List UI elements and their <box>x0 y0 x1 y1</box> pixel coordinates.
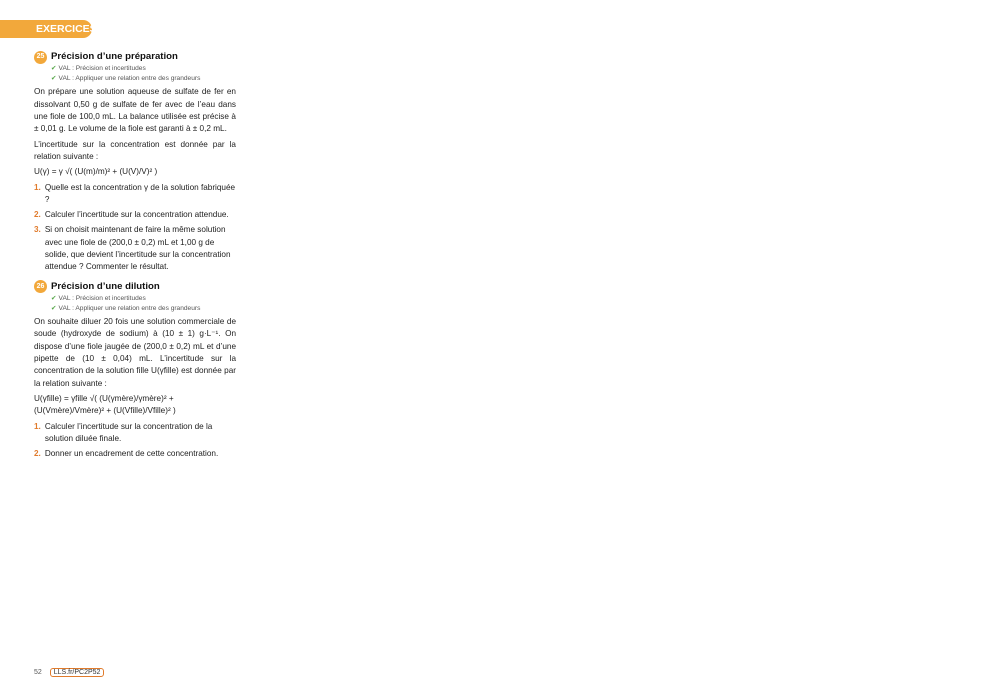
page-footer <box>34 668 104 679</box>
skill-text: VAL : Précision et incertitudes <box>58 295 146 303</box>
skill-text: VAL : Appliquer une relation entre des grandeurs <box>58 74 201 82</box>
exercise-number-badge: 25 <box>34 51 47 64</box>
exercise-number-badge: 26 <box>34 280 47 293</box>
skill-line <box>34 74 236 84</box>
skill-text: VAL : Appliquer une relation entre des grandeurs <box>58 304 201 312</box>
exercise-header <box>34 50 236 64</box>
check-icon: ✔ <box>51 295 57 303</box>
question-text: Si on choisit maintenant de faire la même solution avec une fiole de (200,0 ± 0,2) mL et 1,00 g de solide, que devient l’incertitude sur la concentration attendue ? Commenter le résultat. <box>44 225 231 272</box>
exercices-banner <box>0 20 97 38</box>
question-number: 2. <box>34 449 41 459</box>
exercise-intro: On souhaite diluer 20 fois une solution commerciale de soude (hydroxyde de sodium) à (10 ± 1) g·L⁻¹. On dispose d’une fiole jaugée de (200,0 ± 0,2) mL et d’une pipette de (10 ± 0,04) mL. L’incertitude sur la concentration de la solution fille U(γfille) est donnée par la relation suivante : <box>34 317 236 388</box>
question <box>34 448 236 460</box>
question <box>34 224 236 273</box>
question-number: 3. <box>34 225 41 235</box>
exercise-intro-2: L’incertitude sur la concentration est donnée par la relation suivante : <box>34 139 236 161</box>
question <box>34 182 236 207</box>
check-icon: ✔ <box>51 65 57 73</box>
question-text: Donner un encadrement de cette concentration. <box>44 449 219 459</box>
check-icon: ✔ <box>51 74 57 82</box>
question-number: 2. <box>34 210 41 220</box>
uncertainty-formula: U(γfille) = γfille √( (U(γmère)/γmère)² + (U(Vmère)/Vmère)² + (U(Vfille)/Vfille)² ) <box>34 393 176 416</box>
left-column <box>34 44 236 460</box>
page-number: 52 <box>34 668 42 676</box>
footer-link[interactable]: LLS.fr/PC2P52 <box>50 668 105 677</box>
exercise-title: Précision d’une dilution <box>51 280 160 292</box>
exercise-header <box>34 280 236 294</box>
question-number: 1. <box>34 421 41 431</box>
exercise-25 <box>34 50 236 274</box>
exercise-intro: On prépare une solution aqueuse de sulfate de fer en dissolvant 0,50 g de sulfate de fer avec de l’eau dans une fiole de 100,0 mL. La balance utilisée est précise à ± 0,01 g. Le volume de la fiole est garanti à ± 0,2 mL. <box>34 87 236 134</box>
skill-line <box>34 304 236 314</box>
exercise-title: Précision d’une préparation <box>51 51 178 62</box>
check-icon: ✔ <box>51 304 57 312</box>
uncertainty-formula: U(γ) = γ √( (U(m)/m)² + (U(V)/V)² ) <box>34 167 158 177</box>
question <box>34 209 236 221</box>
question-text: Calculer l’incertitude sur la concentration attendue. <box>44 210 229 220</box>
question-text: Calculer l’incertitude sur la concentration de la solution diluée finale. <box>44 421 213 443</box>
banner-label: EXERCICES <box>36 23 97 35</box>
question-text: Quelle est la concentration γ de la solution fabriquée ? <box>44 182 236 204</box>
question-number: 1. <box>34 182 41 192</box>
skill-text: VAL : Précision et incertitudes <box>58 65 146 73</box>
question <box>34 421 236 446</box>
skill-line <box>34 64 236 74</box>
skill-line <box>34 294 236 304</box>
exercise-26 <box>34 280 236 461</box>
